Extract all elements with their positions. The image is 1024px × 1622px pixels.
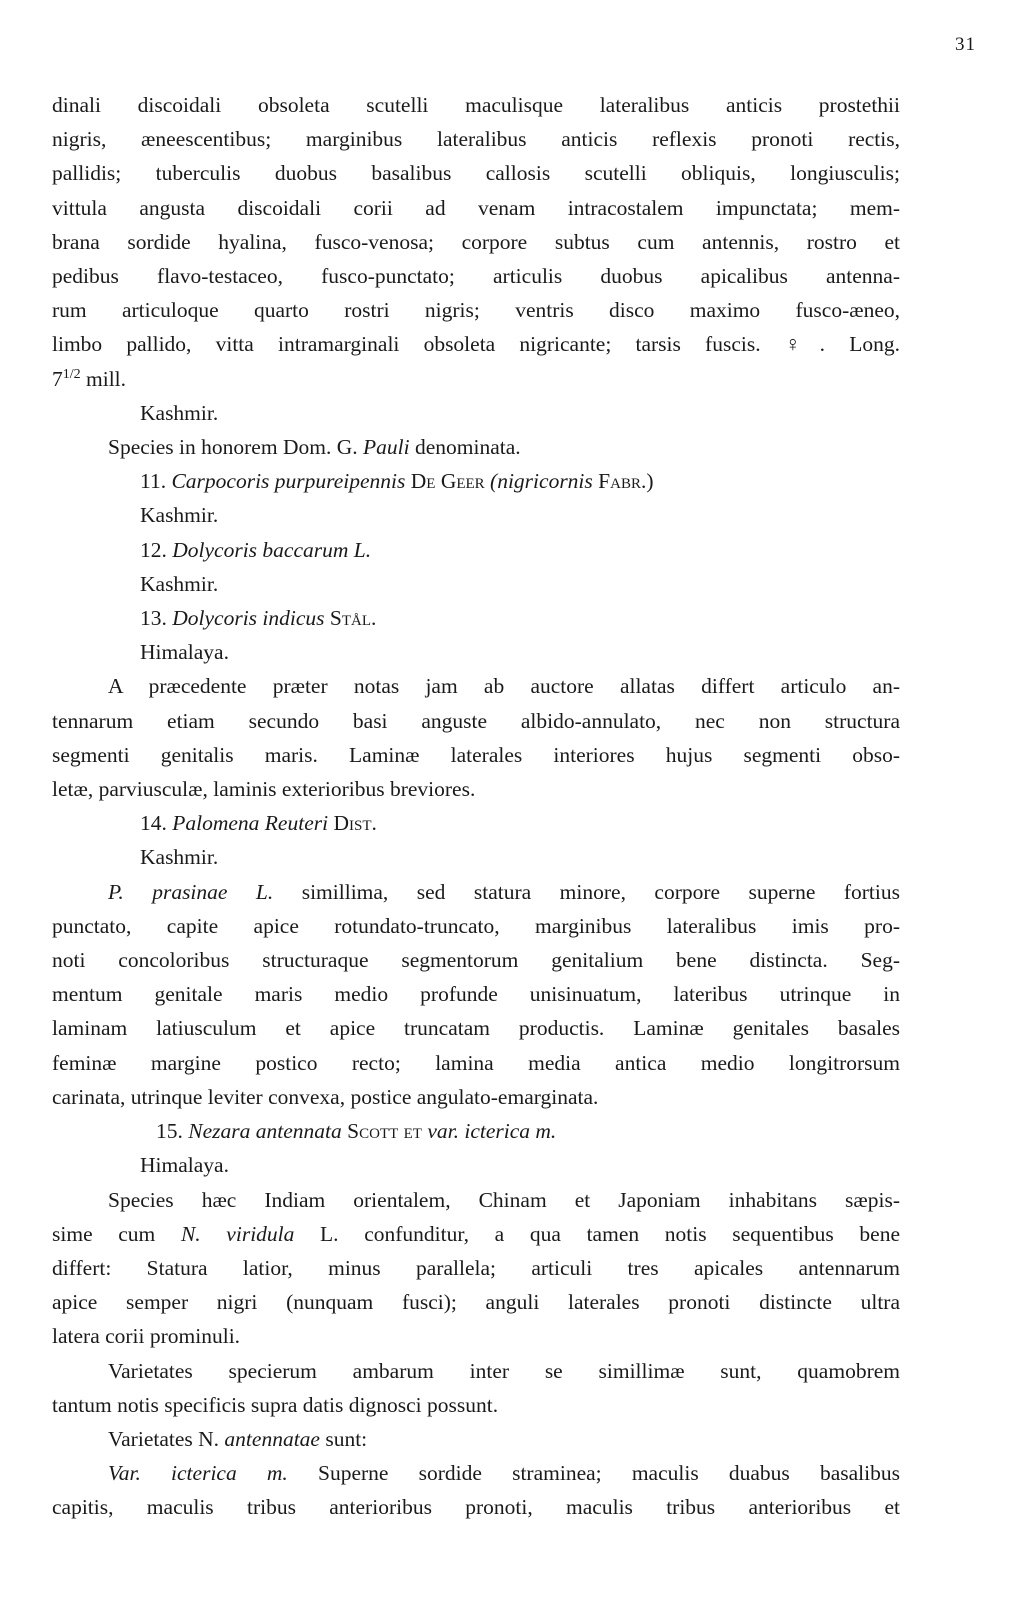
text-line: pedibus flavo-testaceo, fusco-punctato; articulis duobus apicalibus antenna- [52, 264, 900, 289]
text-span: Species in honorem Dom. G. [108, 435, 363, 460]
text-line: brana sordide hyalina, fusco-venosa; corpore subtus cum antennis, rostro et [52, 229, 900, 254]
species-heading [52, 601, 900, 635]
text-line [52, 1456, 900, 1490]
locality: Kashmir. [140, 571, 219, 596]
species-name: Nezara antennata [188, 1119, 342, 1144]
author: Scott et [341, 1119, 428, 1144]
locality: Kashmir. [140, 845, 219, 870]
text-line: tennarum etiam secundo basi anguste albido-annulato, nec non structura [52, 708, 900, 733]
text-line: limbo pallido, vitta intramarginali obsoleta nigricante; tarsis fuscis. ♀. Long. [52, 332, 900, 357]
italic-name: N. viridula [180, 1221, 295, 1246]
italic-name: Pauli [362, 435, 410, 460]
italic-name: antennatae [224, 1426, 320, 1451]
species-number: 12. [140, 537, 173, 562]
text-line: letæ, parviusculæ, laminis exterioribus breviores. [52, 777, 476, 802]
text-line: nigris, æneescentibus; marginibus lateralibus anticis reflexis pronoti rectis, [52, 127, 900, 152]
text-span: L. confunditur, a qua tamen notis sequentibus bene [294, 1221, 900, 1246]
species-number: 14. [140, 811, 173, 836]
text-line [52, 875, 900, 909]
species-number: 15. [156, 1119, 189, 1144]
locality: Kashmir. [140, 503, 219, 528]
variety-name: Var. icterica m. [108, 1461, 288, 1486]
text-line: mentum genitale maris medio profunde unisinuatum, lateribus utrinque in [52, 982, 900, 1007]
text-line [52, 1217, 900, 1251]
species-name: Carpocoris purpureipennis [171, 469, 406, 494]
species-name: Dolycoris baccarum L. [172, 537, 372, 562]
italic-name: P. prasinae L. [108, 879, 274, 904]
text-line: noti concoloribus structuraque segmentorum genitalium bene distincta. Seg- [52, 948, 900, 973]
author: De Geer [405, 469, 491, 494]
text-line [52, 1422, 900, 1456]
text-line: punctato, capite apice rotundato-truncato, marginibus lateralibus imis pro- [52, 913, 900, 938]
text-span: simillima, sed statura minore, corpore superne fortius [273, 879, 900, 904]
text-line: vittula angusta discoidali corii ad venam intracostalem impunctata; mem- [52, 195, 900, 220]
text-line: rum articuloque quarto rostri nigris; ventris disco maximo fusco-æneo, [52, 298, 900, 323]
species-name: Dolycoris indicus [172, 606, 325, 631]
text-line: segmenti genitalis maris. Laminæ laterales interiores hujus segmenti obso- [52, 742, 900, 767]
page-number: 31 [955, 34, 976, 55]
synonym: (nigricornis [490, 469, 593, 494]
locality: Himalaya. [140, 640, 229, 665]
text-span: sime cum [52, 1221, 181, 1246]
text-span: Varietates N. [108, 1426, 225, 1451]
text-line: laminam latiusculum et apice truncatam productis. Laminæ genitales basales [52, 1016, 900, 1041]
text-line [52, 430, 900, 464]
text-line: latera corii prominuli. [52, 1324, 241, 1349]
synonym-author: Fabr.) [592, 469, 654, 494]
text-span: denominata. [409, 435, 521, 460]
length-value: 7 [52, 366, 63, 391]
text-line: A præcedente præter notas jam ab auctore allatas differt articulo an- [108, 674, 900, 699]
unit: mill. [80, 366, 127, 391]
text-line: pallidis; tuberculis duobus basalibus callosis scutelli obliquis, longiusculis; [52, 161, 900, 186]
text-line: differt: Statura latior, minus parallela; articuli tres apicales antennarum [52, 1255, 900, 1280]
species-heading [52, 533, 900, 567]
author: Stål. [324, 606, 377, 631]
species-heading [52, 464, 900, 498]
text-line: Varietates specierum ambarum inter se simillimæ sunt, quamobrem [108, 1358, 900, 1383]
author: Dist. [328, 811, 377, 836]
variety-name: var. icterica m. [427, 1119, 557, 1144]
text-line: tantum notis specificis supra datis dignosci possunt. [52, 1392, 499, 1417]
locality: Kashmir. [140, 400, 219, 425]
text-line: carinata, utrinque leviter convexa, postice angulato-emarginata. [52, 1084, 599, 1109]
species-number: 13. [140, 606, 173, 631]
species-heading [52, 1114, 900, 1148]
text-span: Superne sordide straminea; maculis duabus basalibus [287, 1461, 900, 1486]
body-text [52, 88, 900, 1525]
text-line: feminæ margine postico recto; lamina media antica medio longitrorsum [52, 1050, 900, 1075]
text-line: dinali discoidali obsoleta scutelli maculisque lateralibus anticis prostethii [52, 93, 900, 117]
text-line: apice semper nigri (nunquam fusci); anguli laterales pronoti distincte ultra [52, 1290, 900, 1315]
species-name: Palomena Reuteri [172, 811, 329, 836]
species-heading [52, 806, 900, 840]
text-line: Species hæc Indiam orientalem, Chinam et Japoniam inhabitans sæpis- [108, 1187, 900, 1212]
fraction: 1/2 [62, 366, 81, 382]
locality: Himalaya. [140, 1153, 229, 1178]
species-number: 11. [140, 469, 172, 494]
text-line: capitis, maculis tribus anterioribus pronoti, maculis tribus anterioribus et [52, 1495, 900, 1520]
text-line [52, 362, 900, 396]
text-span: sunt: [319, 1426, 368, 1451]
